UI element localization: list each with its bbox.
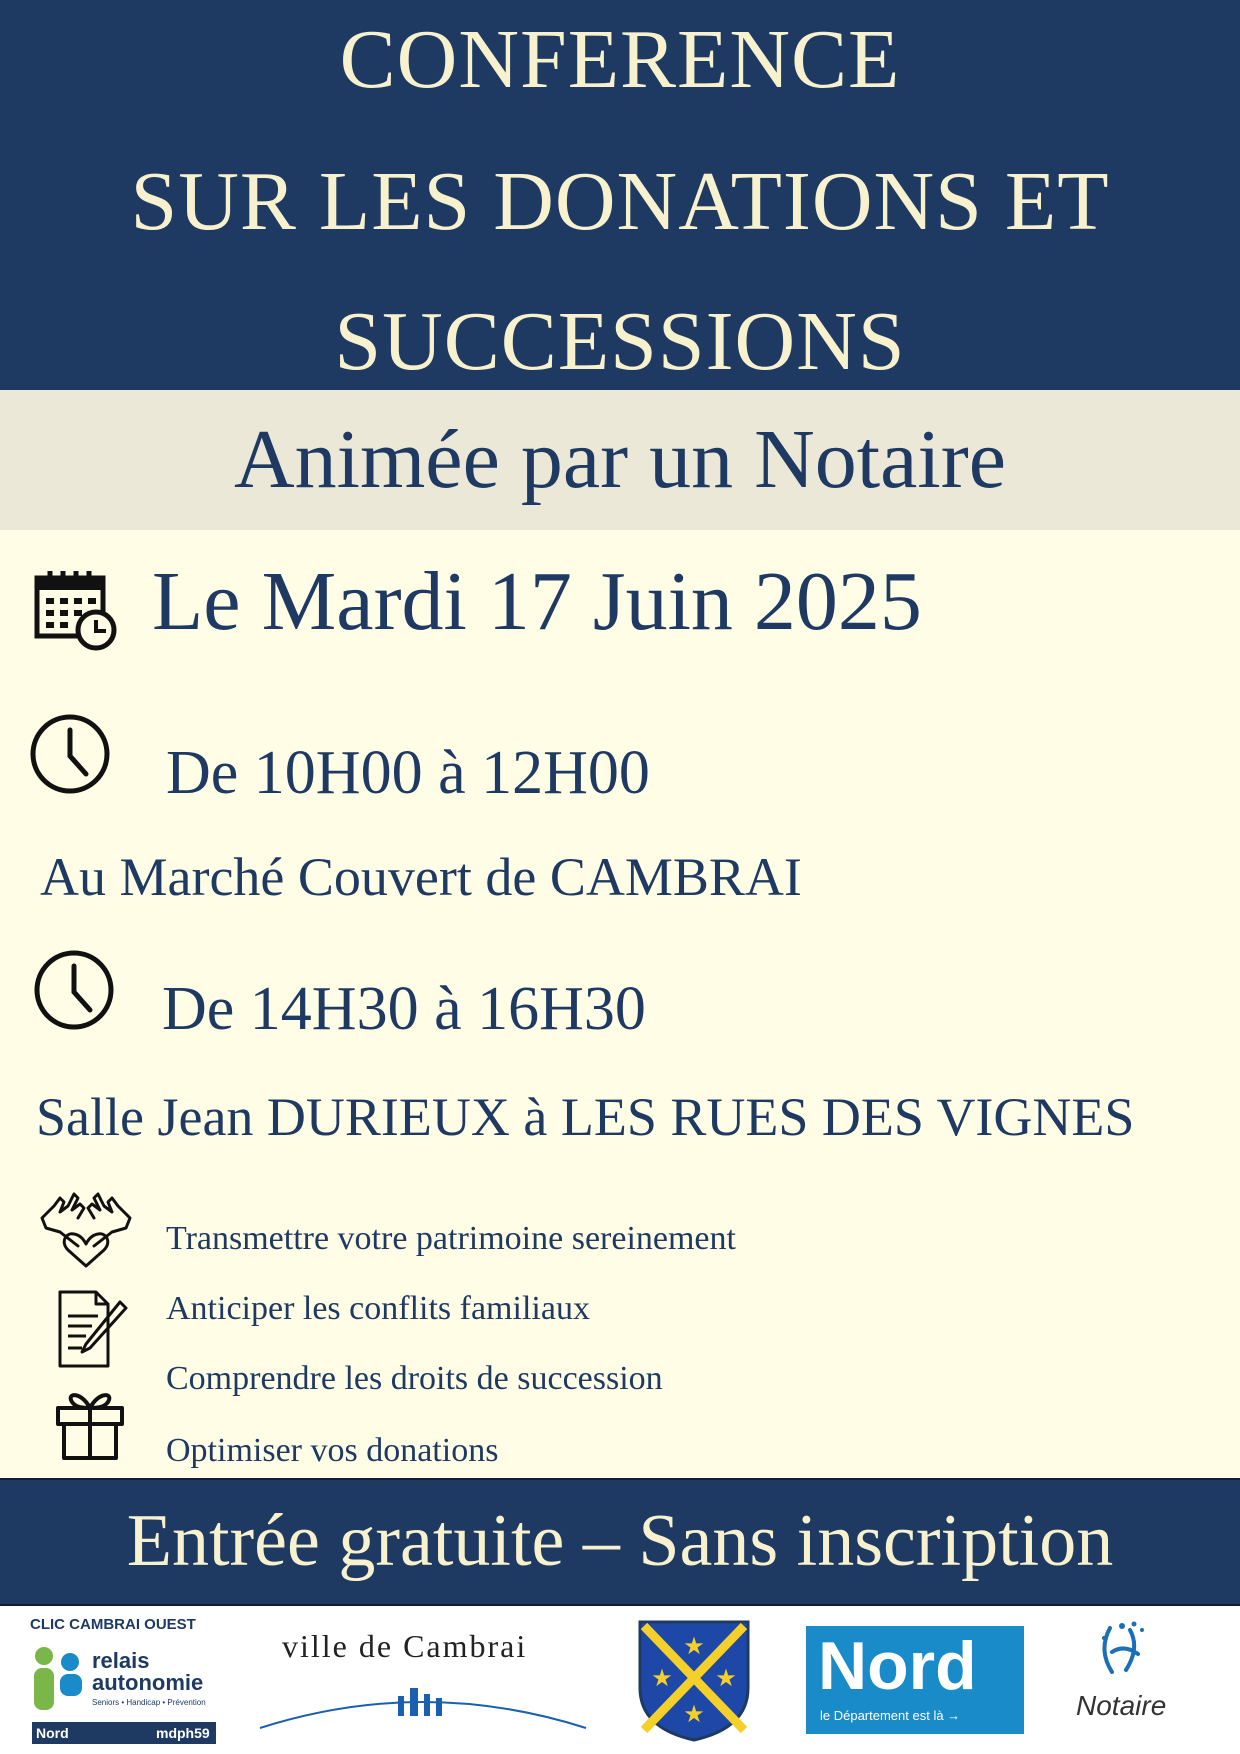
gift-icon — [54, 1386, 126, 1462]
bullet-item: Comprendre les droits de succession — [166, 1360, 663, 1397]
session1-time: De 10H00 à 12H00 — [166, 739, 650, 807]
title-line-2: SUR LES DONATIONS ET — [130, 155, 1110, 248]
svg-text:★: ★ — [683, 1700, 705, 1728]
bullet-item: Optimiser vos donations — [166, 1432, 499, 1469]
nord-logo-text: Nord — [818, 1628, 977, 1704]
relais-partner-bar — [32, 1722, 216, 1744]
footer-text: Entrée gratuite – Sans inscription — [126, 1500, 1114, 1582]
title-line-3: SUCCESSIONS — [334, 295, 906, 388]
subtitle-band — [0, 390, 1240, 530]
session2-time: De 14H30 à 16H30 — [162, 975, 646, 1043]
nord-logo — [806, 1626, 1024, 1734]
svg-text:★: ★ — [715, 1664, 737, 1692]
bullet-item: Transmettre votre patrimoine sereinement — [166, 1220, 736, 1257]
ville-cambrai-text: ville de Cambrai — [282, 1628, 528, 1664]
relais-nord-text: Nord — [36, 1725, 69, 1741]
title-line-1: CONFERENCE — [339, 13, 901, 106]
clock-icon — [32, 948, 116, 1032]
hands-heart-icon — [38, 1188, 134, 1268]
relais-people-icon — [30, 1646, 90, 1714]
coat-of-arms-icon — [636, 1618, 752, 1748]
nord-logo-tagline: le Département est là → — [820, 1708, 961, 1723]
relais-mdph-text: mdph59 — [156, 1725, 210, 1741]
svg-text:★: ★ — [651, 1664, 673, 1692]
svg-text:★: ★ — [683, 1632, 705, 1660]
notaire-logo-text: Notaire — [1076, 1690, 1167, 1721]
header-banner — [0, 0, 1240, 390]
relais-text-1: relais — [92, 1648, 150, 1673]
document-pen-icon — [56, 1290, 128, 1370]
subtitle: Animée par un Notaire — [233, 413, 1007, 506]
clic-label: CLIC CAMBRAI OUEST — [30, 1616, 196, 1633]
relais-tagline: Seniors • Handicap • Prévention — [92, 1698, 206, 1707]
ville-cambrai-skyline — [258, 1666, 588, 1740]
session1-place: Au Marché Couvert de CAMBRAI — [40, 847, 802, 907]
partner-logos — [0, 1606, 1240, 1754]
relais-text-2: autonomie — [92, 1670, 204, 1695]
relais-autonomie-logo — [30, 1646, 90, 1718]
session2-place: Salle Jean DURIEUX à LES RUES DES VIGNES — [36, 1087, 1135, 1147]
footer-banner — [0, 1478, 1240, 1606]
event-date: Le Mardi 17 Juin 2025 — [152, 555, 922, 648]
bullet-item: Anticiper les conflits familiaux — [166, 1290, 590, 1327]
notaire-emblem-icon — [1090, 1620, 1160, 1688]
clock-icon — [28, 712, 112, 796]
calendar-clock-icon — [34, 568, 118, 652]
